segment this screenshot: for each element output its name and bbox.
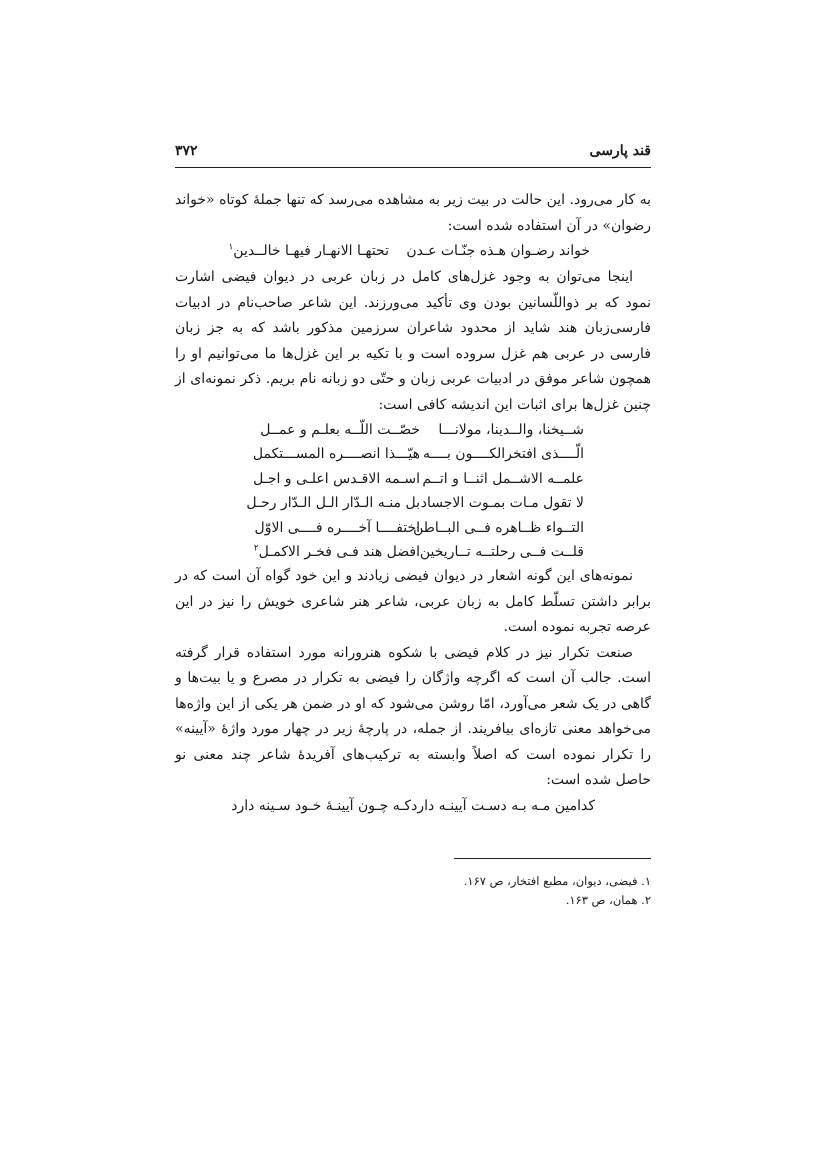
arabic-ghazal [175,418,651,564]
ghazal-couplet [175,467,651,491]
footnote-2: ۲. همان، ص ۱۶۳. [565,893,651,907]
verse-couplet-2 [175,794,651,820]
ghazal-couplet [175,540,651,564]
ghazal-hemistich-second: اسـمه الاقـدس اعلـی و اجـل [253,470,420,487]
paragraph-3: نمونه‌های این گونه اشعار در دیوان فیضی زیادند و این خود گواه آن است که در برابر داشتن تسلّط کامل به زبان عربی، شاعر هنر شاعری خویش را نیز در این عرصه تجربه نموده است. [175,568,651,636]
page-number: ۳۷۲ [175,143,198,159]
footnote-divider [454,858,651,859]
verse-hemistich-first: کدامین مـه بـه دسـت آیینـه دارد [411,797,595,814]
ghazal-hemistich-first: الّــــذی افتخرالکــــون بــــه [423,446,584,463]
ghazal-hemistich-second: بل منـه الـدّار الـل الـدّار رحـل [246,495,420,512]
ghazal-hemistich-first: التــواء ظــاهره فــی البــاطن [413,519,584,536]
ghazal-hemistich-first: قلــت فــی رحلتــه تــاریخین [419,543,584,560]
footnote-ref-1: ۱ [228,242,234,253]
hemistich-text: تحتهـا الانهـار فیهـا خالــدین [233,243,389,259]
paragraph-1: به کار می‌رود. این حالت در بیت زیر به مشاهده می‌رسد که تنها جملهٔ کوتاه «خواند رضوان» در آن استفاده شده است: [175,192,651,234]
footnote-1: ۱. فیضی، دیوان، مطبع افتخار، ص ۱۶۷. [463,874,651,888]
hemistich-text: افضل هند فـی فخـر الاکمـل [258,543,420,560]
ghazal-hemistich-second: هیّـــذا انصــــره المســـتکمل [252,446,420,463]
ghazal-couplet [175,516,651,540]
header-divider [175,167,651,168]
ghazal-hemistich-first: شــیخنا، والــدینا، مولانـــا [438,422,584,438]
ghazal-hemistich-first: علمــه الاشــمل اثنــا و اتــم [422,470,584,487]
ghazal-couplet [175,442,651,466]
ghazal-hemistich-second: اختفــــا آخــــره فــــی الاوّل [254,519,420,536]
ghazal-hemistich-second [254,540,420,566]
verse-couplet-1 [175,239,651,265]
verse-hemistich-second: کـه چـون آیینـهٔ خـود سـینه دارد [231,797,411,814]
paragraph-2: اینجا می‌توان به وجود غزل‌های کامل در زبان عربی در دیوان فیضی اشارت نمود که بر ذواللّسانین بودن وی تأکید می‌ورزند. این شاعر صاحب‌نام در ادبیات فارسی‌زبان هند شاید از محدود شاعران سرزمین مذکور باشد که به جز زبان فارسی در عربی هم غزل سروده است و با تکیه بر این غزل‌ها ما می‌توانیم او را همچون شاعر موفق در ادبیات عربی زبان و حتّی دو زبانه نام بریم. ذکر نمونه‌ای از چنین غزل‌ها برای اثبات این اندیشه کافی است: [175,269,651,413]
paragraph-4: صنعت تکرار نیز در کلام فیضی با شکوه هنرورانه مورد استفاده قرار گرفته است. جالب آن است که اگرچه واژگان را فیضی به تکرار در مصرع و یا بیت‌ها و گاهی در یک شعر می‌آورد، امّا روشن می‌شود که او در ضمن هر یکی از این واژه‌ها می‌خواهد معنی تازه‌ای بیافریند. از جمله، در پارچهٔ زیر در چهار مورد واژهٔ «آیینه» را تکرار نموده است که اصلاً وابسته به ترکیب‌های آفریدهٔ شاعر چند معنی نو حاصل شده است: [175,644,651,789]
ghazal-hemistich-second: خصّــت اللّــه بعلـم و عمــل [260,422,420,438]
book-title: قند پارسی [589,143,651,159]
ghazal-couplet [175,418,651,442]
main-text [175,188,651,820]
footnotes [175,872,651,910]
verse-hemistich-first: خواند رضـوان هـذه جنّـات عـدن [406,243,590,259]
ghazal-hemistich-first: لا تقول مـات بمـوت الاجساد [420,495,584,512]
ghazal-couplet [175,491,651,515]
running-header [175,143,651,167]
verse-hemistich-second [228,239,389,265]
footnote-ref-2: ۲ [253,543,259,554]
